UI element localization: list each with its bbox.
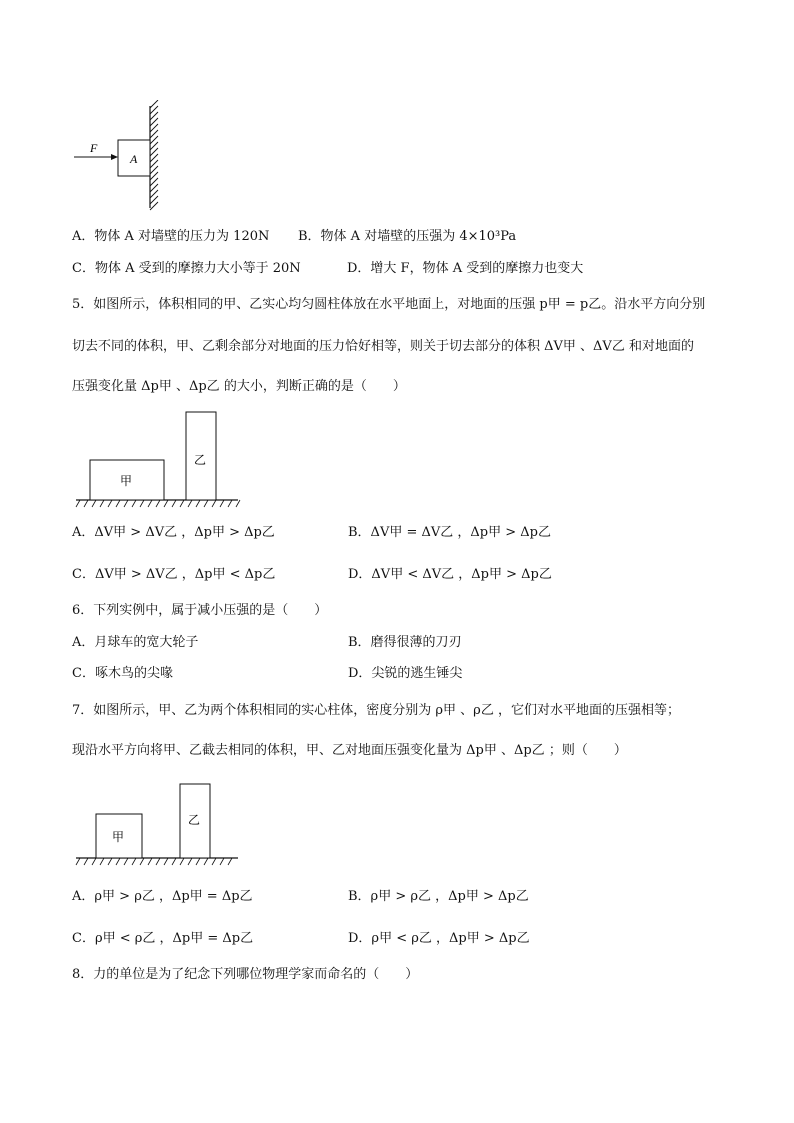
cylinder-yi-label: 乙	[194, 453, 207, 467]
q5-option-a[interactable]: A．ΔV甲 > ΔV乙 ，Δp甲 > Δp乙	[72, 525, 275, 540]
q4-option-b[interactable]: B．物体 A 对墙壁的压强为 4×10³Pa	[298, 229, 517, 244]
q7-option-c[interactable]: C．ρ甲 < ρ乙 ，Δp甲 = Δp乙	[72, 931, 254, 946]
figure-q5-cylinders	[72, 408, 242, 508]
q5-stem-line3: 压强变化量 Δp甲 、Δp乙 的大小，判断正确的是（ ）	[72, 379, 406, 394]
q7-stem-line1: 7．如图所示，甲、乙为两个体积相同的实心柱体，密度分别为 ρ甲 、ρ乙 ，它们对水平地面的压强相等；	[72, 703, 680, 718]
q8-stem: 8．力的单位是为了纪念下列哪位物理学家而命名的（ ）	[72, 967, 419, 982]
force-label: F	[90, 141, 98, 155]
q5-stem-line2: 切去不同的体积，甲、乙剩余部分对地面的压力恰好相等，则关于切去部分的体积 ΔV甲 、ΔV乙 和对地面的	[72, 339, 694, 354]
q7-option-d[interactable]: D．ρ甲 < ρ乙 ，Δp甲 > Δp乙	[348, 931, 530, 946]
cylinder-jia-label: 甲	[120, 474, 133, 488]
q4-option-d[interactable]: D．增大 F，物体 A 受到的摩擦力也变大	[347, 261, 584, 276]
q5-option-d[interactable]: D．ΔV甲 < ΔV乙 ，Δp甲 > Δp乙	[348, 567, 552, 582]
q6-stem: 6．下列实例中，属于减小压强的是（ ）	[72, 603, 328, 618]
q7-stem-line2: 现沿水平方向将甲、乙截去相同的体积，甲、乙对地面压强变化量为 Δp甲 、Δp乙 ；则（ ）	[72, 743, 627, 758]
q6-option-c[interactable]: C．啄木鸟的尖喙	[72, 666, 173, 681]
q4-option-c[interactable]: C．物体 A 受到的摩擦力大小等于 20N	[72, 261, 301, 276]
q5-option-b[interactable]: B．ΔV甲 = ΔV乙 ，Δp甲 > Δp乙	[348, 525, 551, 540]
q5-stem-line1: 5．如图所示，体积相同的甲、乙实心均匀圆柱体放在水平地面上，对地面的压强 p甲 = p乙。沿水平方向分别	[72, 297, 706, 312]
q4-option-a[interactable]: A．物体 A 对墙壁的压力为 120N	[72, 229, 270, 244]
prism-yi-label: 乙	[188, 813, 201, 827]
figure-block-against-wall	[70, 100, 170, 212]
q6-option-a[interactable]: A．月球车的宽大轮子	[72, 635, 199, 650]
block-a-label: A	[130, 152, 138, 166]
q6-option-b[interactable]: B．磨得很薄的刀刃	[348, 635, 462, 650]
q7-option-b[interactable]: B．ρ甲 > ρ乙 ，Δp甲 > Δp乙	[348, 889, 529, 904]
q7-option-a[interactable]: A．ρ甲 > ρ乙 ，Δp甲 = Δp乙	[72, 889, 253, 904]
q5-option-c[interactable]: C．ΔV甲 > ΔV乙 ，Δp甲 < Δp乙	[72, 567, 276, 582]
q6-option-d[interactable]: D．尖锐的逃生锤尖	[348, 666, 463, 681]
prism-jia-label: 甲	[112, 830, 125, 844]
figure-q7-prisms	[74, 782, 240, 868]
